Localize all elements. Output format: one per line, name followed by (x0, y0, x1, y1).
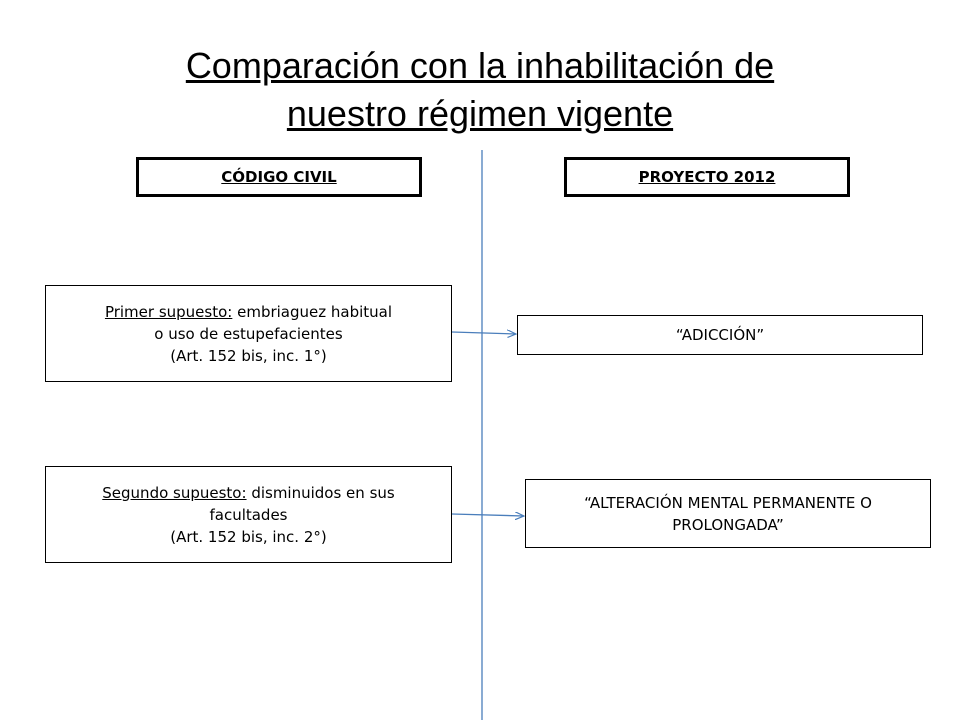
box-primer-supuesto (45, 285, 452, 382)
primer-supuesto-label: Primer supuesto: (104, 302, 233, 321)
segundo-supuesto-reference: (Art. 152 bis, inc. 2°) (170, 527, 327, 546)
header-codigo-civil-label: CÓDIGO CIVIL (221, 168, 337, 186)
title-line-1: Comparación con la inhabilitación de (185, 45, 775, 86)
header-proyecto-2012-label: PROYECTO 2012 (638, 168, 776, 186)
box-segundo-supuesto (45, 466, 452, 563)
title-line-2: nuestro régimen vigente (286, 93, 674, 134)
alteracion-mental-text-2: PROLONGADA” (672, 515, 784, 534)
box-alteracion-mental (525, 479, 931, 548)
segundo-supuesto-label: Segundo supuesto: (102, 483, 247, 502)
segundo-supuesto-text-1: disminuidos en sus (246, 483, 395, 502)
adiccion-text: “ADICCIÓN” (675, 326, 765, 344)
segundo-supuesto-text-2: facultades (209, 505, 288, 524)
primer-supuesto-text-2: o uso de estupefacientes (154, 324, 343, 343)
primer-supuesto-reference: (Art. 152 bis, inc. 1°) (170, 346, 327, 365)
arrow-mental-alteration (452, 514, 524, 516)
primer-supuesto-text-1: embriaguez habitual (232, 302, 393, 321)
arrow-addiction (452, 332, 516, 334)
header-proyecto-2012 (564, 157, 850, 197)
header-codigo-civil (136, 157, 422, 197)
box-adiccion (517, 315, 923, 355)
alteracion-mental-text-1: “ALTERACIÓN MENTAL PERMANENTE O (584, 493, 872, 512)
